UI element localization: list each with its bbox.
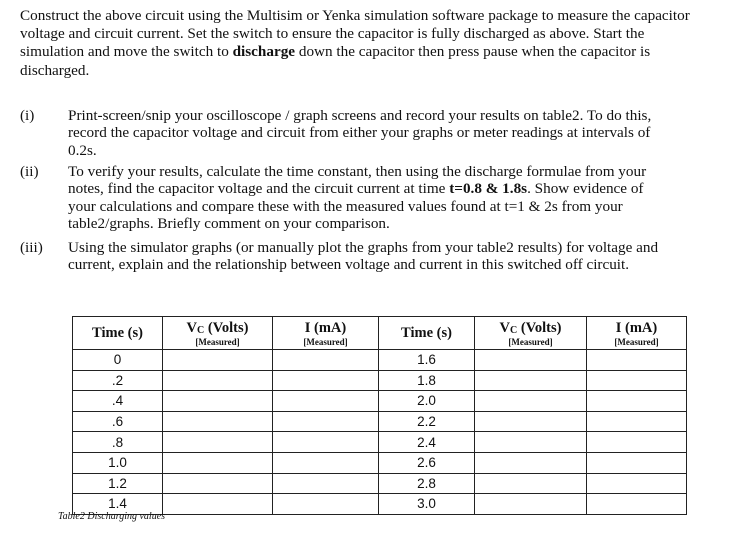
vc-cell-empty[interactable] [475,370,587,391]
intro-text-2: down the capacitor then press pause when the capacitor is discharged. [20,43,651,79]
vc-cell-empty[interactable] [475,411,587,432]
header-label: Time (s) [401,324,452,341]
time-cell: 2.4 [379,432,475,453]
current-cell-empty[interactable] [587,391,687,412]
header-current-right [587,317,687,350]
header-label-v: V [499,319,511,336]
time-cell: 2.0 [379,391,475,412]
table-row [73,411,687,432]
current-cell-empty[interactable] [587,473,687,494]
current-cell-empty[interactable] [273,411,379,432]
time-cell: 1.2 [73,473,163,494]
current-cell-empty[interactable] [587,411,687,432]
vc-cell-empty[interactable] [163,370,273,391]
vc-cell-empty[interactable] [163,494,273,515]
time-cell: 1.6 [379,350,475,371]
task-text: Using the simulator graphs (or manually plot the graphs from your table2 results) for voltage and current, explain and the relationship between voltage and current in this switched off circuit. [68,239,659,274]
time-cell: .6 [73,411,163,432]
time-cell: 0 [73,350,163,371]
vc-cell-empty[interactable] [163,452,273,473]
header-label: I (mA) [615,319,658,336]
task-text: Print-screen/snip your oscilloscope / graph screens and record your results on table2. To do this, record the capacitor voltage and circuit from either your graphs or meter readings at intervals of 0.2s. [68,107,652,159]
time-cell: 2.2 [379,411,475,432]
current-cell-empty[interactable] [587,432,687,453]
header-label-sub: C [510,324,518,336]
task-number: (i) [20,107,35,124]
time-cell: .4 [73,391,163,412]
results-table [72,316,687,515]
header-vc-right [475,317,587,350]
intro-bold-discharge: discharge [232,43,296,61]
current-cell-empty[interactable] [587,370,687,391]
time-cell: 3.0 [379,494,475,515]
vc-cell-empty[interactable] [163,473,273,494]
vc-cell-empty[interactable] [163,350,273,371]
vc-cell-empty[interactable] [475,494,587,515]
header-measured: [Measured] [195,336,240,347]
table-header-row [73,317,687,350]
intro-paragraph [20,7,710,80]
table-row [73,391,687,412]
vc-cell-empty[interactable] [163,411,273,432]
time-cell: 2.8 [379,473,475,494]
current-cell-empty[interactable] [273,452,379,473]
table-row [73,473,687,494]
current-cell-empty[interactable] [587,494,687,515]
header-current-left [273,317,379,350]
current-cell-empty[interactable] [273,391,379,412]
header-label-unit: (Volts) [517,319,562,336]
table-row [73,350,687,371]
task-number: (iii) [20,239,43,256]
time-cell: 1.0 [73,452,163,473]
current-cell-empty[interactable] [273,494,379,515]
vc-cell-empty[interactable] [475,350,587,371]
current-cell-empty[interactable] [273,432,379,453]
vc-cell-empty[interactable] [163,391,273,412]
table-caption: Table2 Discharging values [58,511,166,522]
time-cell: 1.8 [379,370,475,391]
header-time-right [379,317,475,350]
header-label: Time (s) [92,324,143,341]
time-cell: 1.4 [73,494,163,515]
header-vc-left [163,317,273,350]
task-text-a: To verify your results, calculate the time constant, then using the discharge formulae from your notes, find the capacitor voltage and the circuit current at time [68,163,647,198]
vc-cell-empty[interactable] [475,473,587,494]
vc-cell-empty[interactable] [163,432,273,453]
current-cell-empty[interactable] [587,452,687,473]
intro-text-1: Construct the above circuit using the Multisim or Yenka simulation software package to measure the capacitor voltage and circuit current. Set the switch to ensure the capacitor is fully discharged as above. Start the simulation and move the switch to [20,7,690,61]
time-cell: .2 [73,370,163,391]
table-row [73,432,687,453]
current-cell-empty[interactable] [587,350,687,371]
header-label-v: V [186,319,198,336]
table-row [73,452,687,473]
header-measured: [Measured] [508,336,553,347]
header-measured: [Measured] [303,336,348,347]
header-label: I (mA) [304,319,347,336]
vc-cell-empty[interactable] [475,391,587,412]
header-label-sub: C [197,324,205,336]
current-cell-empty[interactable] [273,350,379,371]
table-row [73,370,687,391]
task-number: (ii) [20,163,39,180]
current-cell-empty[interactable] [273,370,379,391]
task-text-b: . Show evidence of your calculations and compare these with the measured values found at t=1 & 2s from your table2/graphs. Briefly comment on your comparison. [68,180,644,233]
task-text [68,163,668,233]
header-label-unit: (Volts) [204,319,249,336]
vc-cell-empty[interactable] [475,432,587,453]
vc-cell-empty[interactable] [475,452,587,473]
time-cell: 2.6 [379,452,475,473]
current-cell-empty[interactable] [273,473,379,494]
header-measured: [Measured] [614,336,659,347]
time-cell: .8 [73,432,163,453]
task-text-bold: t=0.8 & 1.8s [449,180,528,198]
header-time-left [73,317,163,350]
